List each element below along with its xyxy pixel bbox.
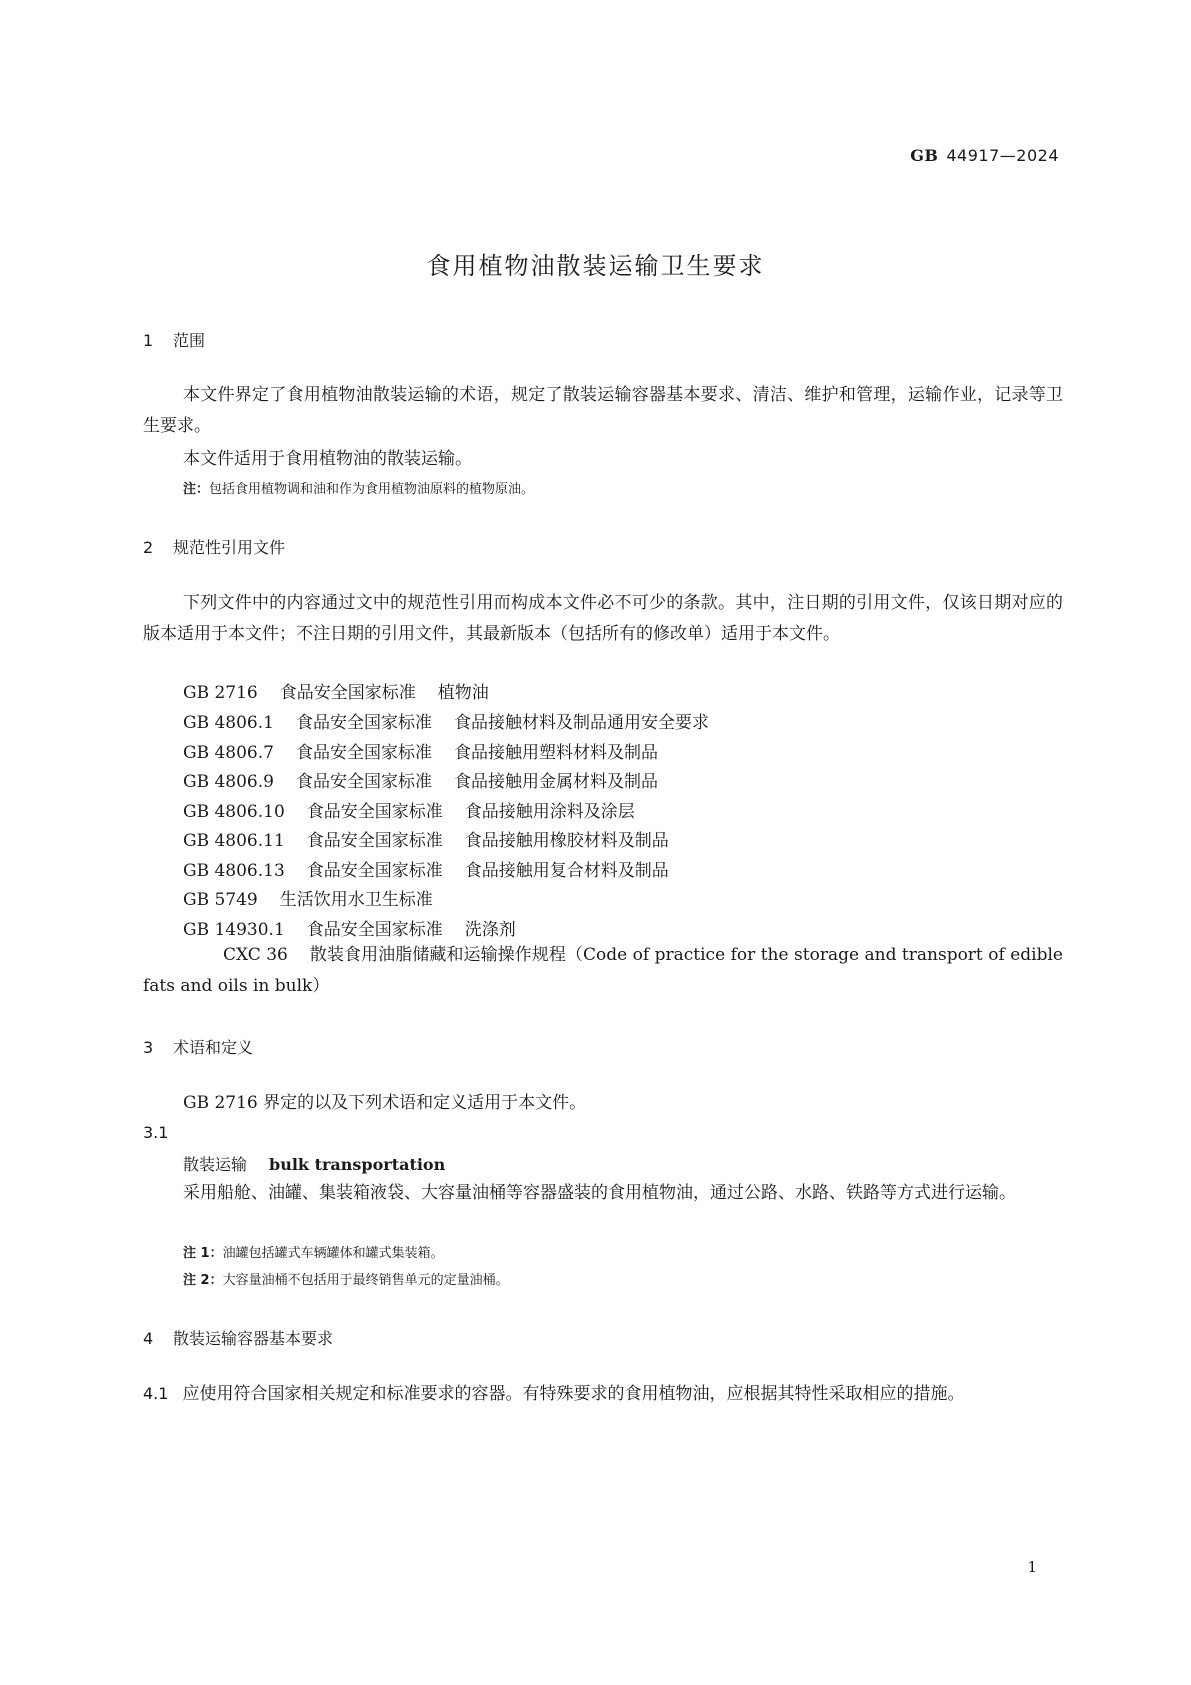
section-1-heading: 1 范围	[143, 331, 206, 350]
term-number: 3.1	[143, 1123, 169, 1142]
section-2-heading: 2 规范性引用文件	[143, 538, 286, 557]
term-note-1: 注 1：油罐包括罐式车辆罐体和罐式集装箱。	[183, 1246, 444, 1261]
section-3-intro: GB 2716 界定的以及下列术语和定义适用于本文件。	[183, 1093, 587, 1113]
reference-item: GB 4806.7 食品安全国家标准 食品接触用塑料材料及制品	[183, 743, 658, 763]
term-heading: 散装运输 bulk transportation	[183, 1155, 446, 1174]
section-1-paragraph-1: 本文件界定了食用植物油散装运输的术语，规定了散装运输容器基本要求、清洁、维护和管理，运输作业，记录等卫生要求。	[143, 385, 1063, 436]
reference-item: GB 14930.1 食品安全国家标准 洗涤剂	[183, 920, 516, 940]
section-1-paragraph-2: 本文件适用于食用植物油的散装运输。	[183, 449, 472, 469]
reference-item: GB 4806.13 食品安全国家标准 食品接触用复合材料及制品	[183, 861, 669, 881]
reference-item: GB 4806.10 食品安全国家标准 食品接触用涂料及涂层	[183, 802, 635, 822]
reference-item: GB 2716 食品安全国家标准 植物油	[183, 683, 489, 703]
reference-item: GB 4806.1 食品安全国家标准 食品接触材料及制品通用安全要求	[183, 713, 709, 733]
section-2-intro: 下列文件中的内容通过文中的规范性引用而构成本文件必不可少的条款。其中，注日期的引用文件，仅该日期对应的版本适用于本文件；不注日期的引用文件，其最新版本（包括所有的修改单）适用于本文件。	[143, 593, 1063, 644]
clause-4-1: 4.1 应使用符合国家相关规定和标准要求的容器。有特殊要求的食用植物油，应根据其特性采取相应的措施。	[143, 1384, 965, 1404]
section-4-heading: 4 散装运输容器基本要求	[143, 1329, 334, 1348]
document-title: 食用植物油散装运输卫生要求	[426, 252, 765, 280]
term-definition: 采用船舱、油罐、集装箱液袋、大容量油桶等容器盛装的食用植物油，通过公路、水路、铁路等方式进行运输。	[183, 1183, 1016, 1203]
section-3-heading: 3 术语和定义	[143, 1038, 254, 1057]
term-note-2: 注 2：大容量油桶不包括用于最终销售单元的定量油桶。	[183, 1273, 509, 1288]
page-number: 1	[1027, 1558, 1037, 1576]
reference-item: GB 5749 生活饮用水卫生标准	[183, 890, 433, 910]
reference-item: GB 4806.11 食品安全国家标准 食品接触用橡胶材料及制品	[183, 831, 669, 851]
standard-number: GB 44917—2024	[910, 146, 1059, 165]
reference-item-cxc: CXC 36 散装食用油脂储藏和运输操作规程（Code of practice for the storage and transport of edible fats and oils in bulk）	[143, 945, 1063, 996]
reference-item: GB 4806.9 食品安全国家标准 食品接触用金属材料及制品	[183, 772, 658, 792]
section-1-note: 注：包括食用植物调和油和作为食用植物油原料的植物原油。	[183, 482, 535, 497]
